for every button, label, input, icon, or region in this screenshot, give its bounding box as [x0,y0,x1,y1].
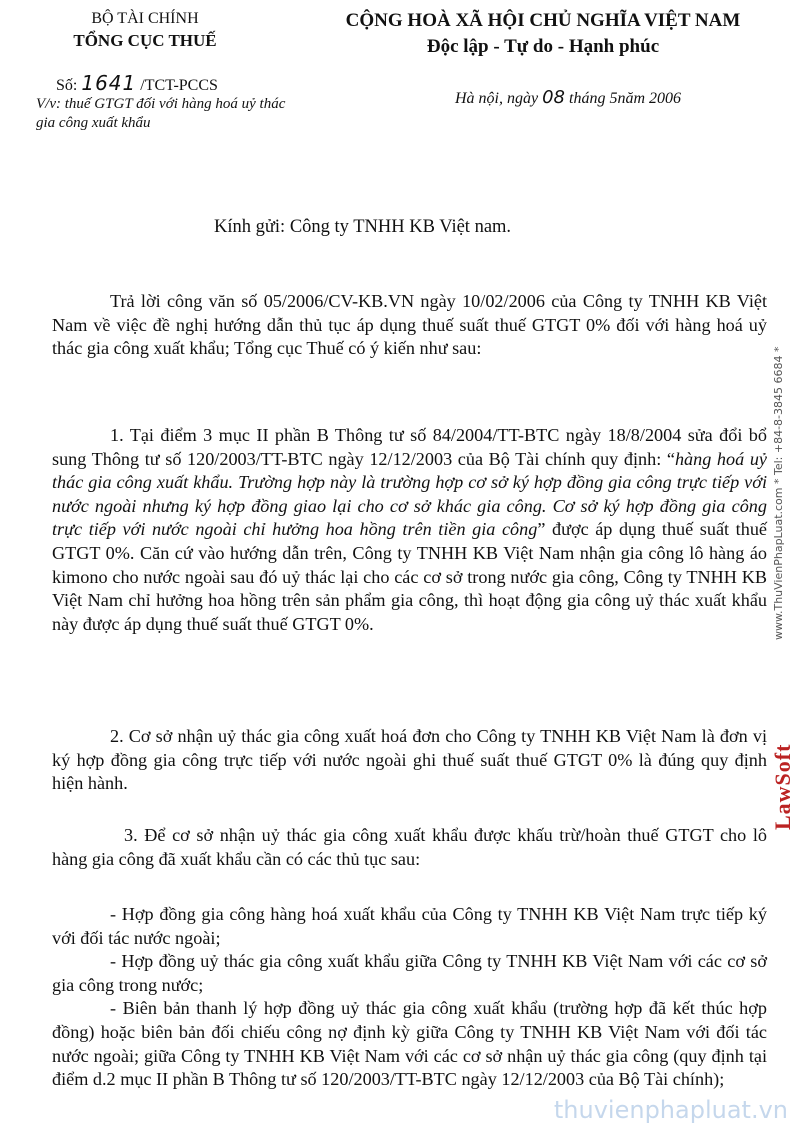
section-2-text: 2. Cơ sở nhận uỷ thác gia công xuất hoá đơn cho Công ty TNHH KB Việt Nam là đơn vị ký hợp đồng gia công trực tiếp với nước ngoài ghi thuế suất thuế GTGT 0% là đúng quy định hiện hành. [52,726,767,794]
date-year: năm 2006 [617,90,682,107]
watermark: thuvienphapluat.vn [553,1096,788,1124]
doc-number-handwritten: 1641 [81,71,137,95]
section-2-paragraph [52,725,767,796]
document-number [56,71,218,95]
issuer-block [40,8,250,52]
section-1-lead: 1. Tại điểm 3 mục II phần B Thông tư số 84/2004/TT-BTC ngày 18/8/2004 sửa đổi bổ sung Thông tư số 120/2003/TT-BTC ngày 12/12/2003 của Bộ Tài chính quy định: “ [52,425,767,469]
country-name: CỘNG HOÀ XÃ HỘI CHỦ NGHĨA VIỆT NAM [345,10,741,31]
date-line [455,87,681,108]
side-stamp [770,0,800,1132]
issuer-department: TỔNG CỤC THUẾ [73,31,217,50]
section-3-text: 3. Để cơ sở nhận uỷ thác gia công xuất khẩu được khấu trừ/hoàn thuế GTGT cho lô hàng gia công đã xuất khẩu cần có các thủ tục sau: [52,825,767,869]
section-3-paragraph [52,824,767,871]
side-stamp-text: www.ThuVienPhapLuat.com * Tel: +84-8-3845 6684 * [772,346,785,640]
recipient-label: Kính gửi: [214,217,286,237]
section-1-quote: hàng hoá uỷ thác gia công xuất khẩu. Trường hợp này là trường hợp cơ sở ký hợp đồng gia công trực tiếp với nước ngoài nhưng ký hợp đồng giao lại cho cơ sở khác gia công. Cơ sở ký hợp đồng gia công trực tiếp với nước ngoài chỉ hưởng hoa hồng trên tiền gia công [52,448,767,540]
list-item: - Hợp đồng gia công hàng hoá xuất khẩu của Công ty TNHH KB Việt Nam trực tiếp ký với đối tác nước ngoài; [52,904,767,948]
doc-number-prefix: Số: [56,77,78,94]
list-item: - Hợp đồng uỷ thác gia công xuất khẩu giữa Công ty TNHH KB Việt Nam với các cơ sở gia công trong nước; [52,951,767,995]
issuer-ministry: BỘ TÀI CHÍNH [91,10,199,27]
subject-line: V/v: thuế GTGT đối với hàng hoá uỷ thác gia công xuất khẩu [36,96,286,131]
date-month: 5 [609,90,618,107]
doc-number-suffix: /TCT-PCCS [140,77,218,94]
requirements-list [52,903,767,1092]
recipient-name: Công ty TNHH KB Việt nam. [289,217,512,237]
section-1-paragraph [52,424,767,636]
recipient-line [214,217,511,238]
intro-paragraph [52,290,767,361]
national-motto-block [318,8,768,60]
section-1-tail: ” được áp dụng thuế suất thuế GTGT 0%. Căn cứ vào hướng dẫn trên, Công ty TNHH KB Việt Nam nhận gia công lô hàng áo kimono cho nước ngoài sau đó uỷ thác lại cho các cơ sở trong nước gia công, Công ty TNHH KB Việt Nam chỉ hưởng hoa hồng trên sản phẩm gia công, thì hoạt động gia công uỷ thác xuất khẩu này được áp dụng thuế suất thuế GTGT 0%. [52,519,767,634]
date-prefix: Hà nội, ngày [455,90,539,107]
motto: Độc lập - Tự do - Hạnh phúc [426,36,660,57]
date-day: 08 [542,87,566,108]
lawsoft-logo: LawSoft [770,743,795,830]
intro-text: Trả lời công văn số 05/2006/CV-KB.VN ngày 10/02/2006 của Công ty TNHH KB Việt Nam về việc đề nghị hướng dẫn thủ tục áp dụng thuế suất thuế GTGT 0% đối với hàng hoá uỷ thác gia công xuất khẩu; Tổng cục Thuế có ý kiến như sau: [52,291,767,359]
list-item: - Biên bản thanh lý hợp đồng uỷ thác gia công xuất khẩu (trường hợp đã kết thúc hợp đồng) hoặc biên bản đối chiếu công nợ định kỳ giữa Công ty TNHH KB Việt Nam với đối tác nước ngoài; giữa Công ty TNHH KB Việt Nam với các cơ sở nhận uỷ thác gia công (quy định tại điểm d.2 mục II phần B Thông tư số 120/2003/TT-BTC ngày 12/12/2003 của Bộ Tài chính); [52,998,767,1090]
date-month-label: tháng [569,90,606,107]
